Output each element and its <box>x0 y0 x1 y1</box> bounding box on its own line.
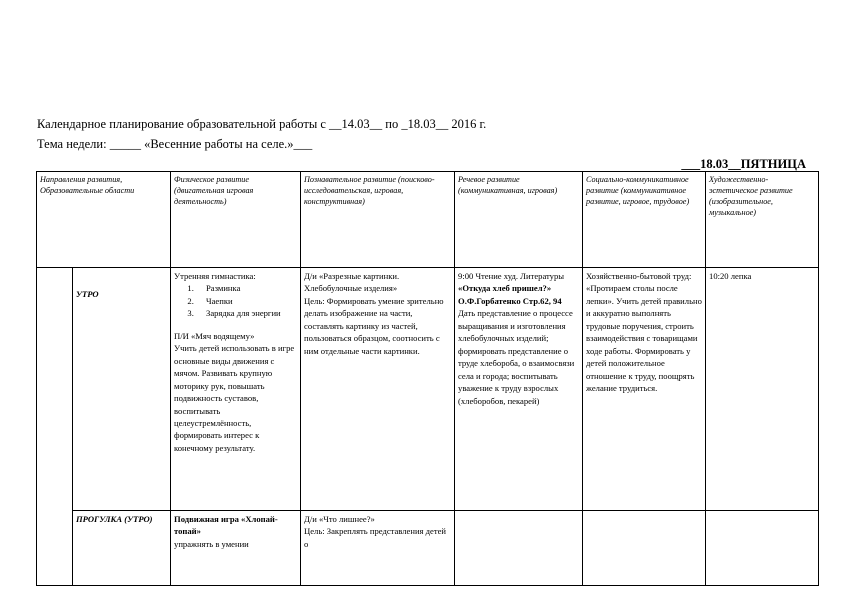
morning-cognitive-cell <box>301 268 455 511</box>
didactic-game-text: Цель: Формировать умение зрительно делать изображение на части, составлять картинку из частей, пользоваться образцом, соотносить с ним отдельные части картинки. <box>304 295 444 356</box>
header-speech: Речевое развитие (коммуникативная, игровая) <box>455 172 583 268</box>
walk-physical-cell <box>171 511 301 586</box>
morning-social-cell <box>583 268 706 511</box>
step-item: 3. Зарядка для энергии <box>196 307 297 319</box>
plan-table <box>36 171 819 586</box>
walk-game-title: Подвижная игра «Хлопай-топай» <box>174 514 278 537</box>
week-theme: Тема недели: _____ «Весенние работы на селе.»___ <box>37 137 313 151</box>
walk-speech-cell <box>455 511 583 586</box>
labour-text: Хозяйственно-бытовой труд: «Протираем столы после лепки». Учить детей правильно и аккуратно выполнять трудовые поручения, строить взаимодействия с товарищами ходе работы. Формировать у детей положительное отношение к труду, поощрять желание трудиться. <box>586 271 702 394</box>
header-areas: Направления развития, Образовательные области <box>37 172 171 268</box>
walk-didactic-text: Цель: Закреплять представления детей о <box>304 526 447 549</box>
didactic-game-title: Д/и «Разрезные картинки. Хлебобулочные изделия» <box>304 271 400 294</box>
gymnastics-title: Утренняя гимнастика: <box>174 271 256 281</box>
morning-label: УТРО <box>76 289 99 299</box>
reading-text: Дать представление о процессе выращивания и изготовления хлебобулочных изделий; формировать представление о труде хлебороба, о взаимосвязи села и города; воспитывать уважение к труду взрослых (хлеборобов, пекарей) <box>458 308 575 406</box>
art-activity: 10:20 лепка <box>709 271 752 281</box>
morning-art-cell <box>706 268 819 511</box>
outdoor-game-text: Учить детей использовать в игре основные виды движения с мячом. Развивать крупную моторику рук, повышать подвижность суставов, воспитывать целеустремлённость, формировать интерес к конечному результату. <box>174 343 295 453</box>
walk-label: ПРОГУЛКА (УТРО) <box>76 514 153 524</box>
header-physical: Физическое развитие (двигательная игровая деятельность) <box>171 172 301 268</box>
walk-label-cell <box>73 511 171 586</box>
reading-work: «Откуда хлеб пришел?» <box>458 283 552 294</box>
day-label: ___18.03__ПЯТНИЦА <box>681 157 806 171</box>
plan-title: Календарное планирование образовательной работы с __14.03__ по _18.03__ 2016 г. <box>37 117 487 131</box>
outdoor-game-title: П/И «Мяч водящему» <box>174 330 255 341</box>
reading-author: О.Ф.Горбатенко Стр.62, 94 <box>458 295 562 306</box>
spacer-cell <box>37 268 73 586</box>
walk-art-cell <box>706 511 819 586</box>
header-cognitive: Познавательное развитие (поисково-исследовательская, игровая, конструктивная) <box>301 172 455 268</box>
reading-time: 9:00 Чтение худ. Литературы <box>458 271 565 281</box>
morning-row <box>37 268 819 511</box>
walk-didactic-title: Д/и «Что лишнее?» <box>304 514 375 524</box>
gymnastics-steps <box>174 282 297 319</box>
morning-speech-cell <box>455 268 583 511</box>
step-item: 1. Разминка <box>196 282 297 294</box>
header-art: Художественно-эстетическое развитие (изобразительное, музыкальное) <box>706 172 819 268</box>
walk-row <box>37 511 819 586</box>
header-social: Социально-коммуникативное развитие (коммуникативное развитие, игровое, трудовое) <box>583 172 706 268</box>
morning-label-cell <box>73 268 171 511</box>
morning-physical-cell <box>171 268 301 511</box>
walk-social-cell <box>583 511 706 586</box>
step-item: 2. Чаепки <box>196 295 297 307</box>
header-row <box>37 172 819 268</box>
walk-cognitive-cell <box>301 511 455 586</box>
walk-game-text: упражнять в умении <box>174 538 249 549</box>
